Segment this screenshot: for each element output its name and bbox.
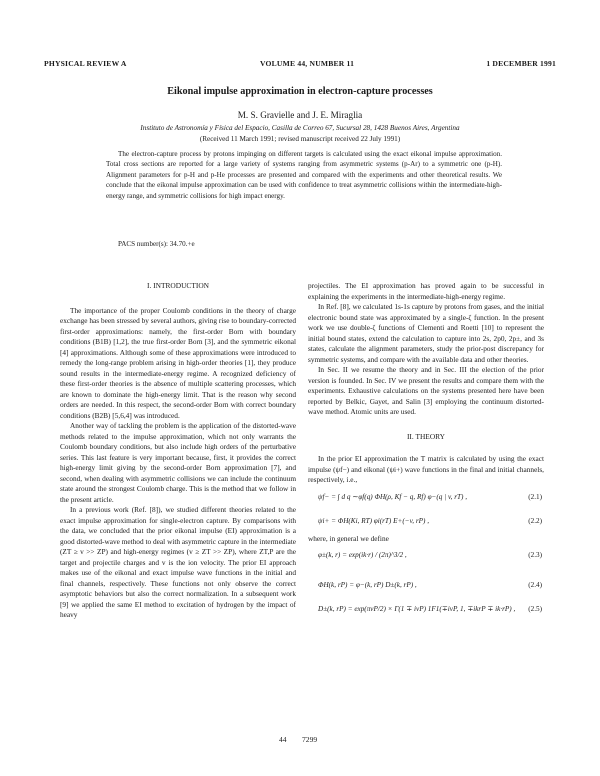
equation-body: φ±(k, r) = exp(ik·r) / (2π)^3/2 , xyxy=(318,551,407,559)
equation-number: (2.4) xyxy=(528,581,542,589)
equation-body: ψi+ = ΦH(Ki, RT) φi(rT) E+(−v, rP) , xyxy=(318,516,430,525)
paper-title: Eikonal impulse approximation in electron-capture processes xyxy=(167,86,433,97)
intro-paragraph-4: projectiles. The EI approximation has proved again to be successful in explaining the experiments in the intermediate-high-energy regime. xyxy=(308,281,544,301)
equation-number: (2.3) xyxy=(528,551,542,559)
equation-2-1 xyxy=(308,486,544,510)
volume-number: VOLUME 44, NUMBER 11 xyxy=(260,59,355,68)
equation-number: (2.2) xyxy=(528,516,542,525)
equation-body: D±(k, rP) = exp(πνP/2) × Γ(1 ∓ iνP) 1F1(∓iνP, 1, ∓ikrP ∓ ik·rP) , xyxy=(318,605,516,613)
intro-paragraph-3: In a previous work (Ref. [8]), we studied different theories related to the exact impulse approximation for single-electron capture. By comparisons with the data, we concluded that the prior eikonal impulse (EI) approximation is a good distorted-wave method to deal with asymmetric capture in the intermediate (ZT ≥ v >> ZP) and high-energy regimes (v ≥ ZT >> ZP), where ZT,P are the target and projectile charges and v is the ion velocity. The prior EI approach makes use of the eikonal and exact impulse wave functions in the initial and final channels, respectively. These functions not only observe the correct asymptotic behaviors but also the correct normalization. In a subsequent work [9] we applied the same EI method to excitation of hydrogen by the impact of heavy xyxy=(60,505,296,619)
issue-date: 1 DECEMBER 1991 xyxy=(486,59,556,68)
journal-name: PHYSICAL REVIEW A xyxy=(44,59,127,68)
equation-number: (2.5) xyxy=(528,605,542,613)
equation-2-2 xyxy=(308,510,544,534)
equation-number: (2.1) xyxy=(528,492,542,501)
equation-body: ψf− = ∫ d q ∼φf(q) ΦH(ρ, Kf − q, Rf) φ−(q | v, rT) , xyxy=(318,492,467,501)
intro-paragraph-1: The importance of the proper Coulomb conditions in the theory of charge exchange has been stressed by several authors, giving rise to boundary-corrected first-order approximations: namely, the first-order Born with boundary conditions (B1B) [1,2], the true first-order Born [3], and the symmetric eikonal [4] approximations. Although some of these approximations were introduced to remedy the long-range problem arising in high-order theories [1], they produce sound results in the intermediate-energy regime. A recognized deficiency of these first-order theories is the absence of multiple scattering processes, which are known to dominate the high-energy limit. That is the reason why second orders are needed. In this respect, the second-order Born with correct boundary conditions (B2B) [5,6,4] was introduced. xyxy=(60,305,296,420)
equation-2-5 xyxy=(308,598,544,628)
received-date: (Received 11 March 1991; revised manuscript received 22 July 1991) xyxy=(199,135,401,143)
abstract: The electron-capture process by protons impinging on different targets is calculated using the exact eikonal impulse approximation. Total cross sections are reported for a large variety of systems ranging from asymmetric systems (p-Ar) to a symmetric one (p-H). Alignment parameters for p-H and p-He processes are presented and compared with the experiments and other theoretical results. We conclude that the eikonal impulse approximation can be used with confidence to treat asymmetric collisions within the intermediate-high-energy range, and symmetric collisions for high impact energy. xyxy=(106,150,502,200)
where-text: where, in general we define xyxy=(308,533,389,543)
right-column xyxy=(308,281,544,628)
equation-2-4 xyxy=(308,574,544,598)
running-header xyxy=(44,59,556,71)
pacs-number: PACS number(s): 34.70.+e xyxy=(118,240,195,248)
authors: M. S. Gravielle and J. E. Miraglia xyxy=(237,110,363,120)
footer-page-number: 7299 xyxy=(302,735,318,744)
intro-paragraph-2: Another way of tackling the problem is the application of the distorted-wave methods related to the impulse approximation, which not only warrants the Coulomb boundary conditions, but also include high orders of the perturbative series. This last feature is very important because, first, it provides the correct high-energy limit giving by the second-order Born approximation [7], and second, when dealing with asymmetric collisions we can include the continuum state around the strongest Coulomb charge. This is the method that we follow in the present article. xyxy=(60,421,296,504)
equation-body: ΦH(k, rP) = φ−(k, rP) D±(k, rP) , xyxy=(318,581,417,589)
intro-paragraph-5: In Ref. [8], we calculated 1s-1s capture by protons from gases, and the initial electronic bound state was approximated by a single-ζ function. In the present work we use double-ζ functions of Clementi and Roetti [10] to represent the initial bound states, extend the calculation to capture into 2s, 2p0, 2p±, and 3s states, calculate the alignment parameters, study the prior-post discrepancy for symmetric systems, and compare with the available data and other theories. xyxy=(308,302,544,364)
intro-paragraph-6: In Sec. II we resume the theory and in Sec. III the election of the prior version is founded. In Sec. IV we present the results and compare them with the experiments. Exhaustive calculations on the systems presented here have been reported by Belkic, Gayet, and Salin [3] employing the continuum distorted-wave method. Atomic units are used. xyxy=(308,365,544,416)
theory-paragraph-1: In the prior EI approximation the T matrix is calculated by using the exact impulse (ψf−) and eikonal (ψi+) wave functions in the final and initial channels, respectively, i.e., xyxy=(308,454,544,484)
left-column xyxy=(60,281,296,621)
footer-volume: 44 xyxy=(279,735,287,744)
equation-2-3 xyxy=(308,544,544,574)
section-heading-theory: II. THEORY xyxy=(406,431,446,441)
section-heading-introduction: I. INTRODUCTION xyxy=(147,281,209,290)
affiliation: Instituto de Astronomía y Física del Espacio, Casilla de Correo 67, Sucursal 28, 1428 Buenos Aires, Argentina xyxy=(140,124,460,132)
